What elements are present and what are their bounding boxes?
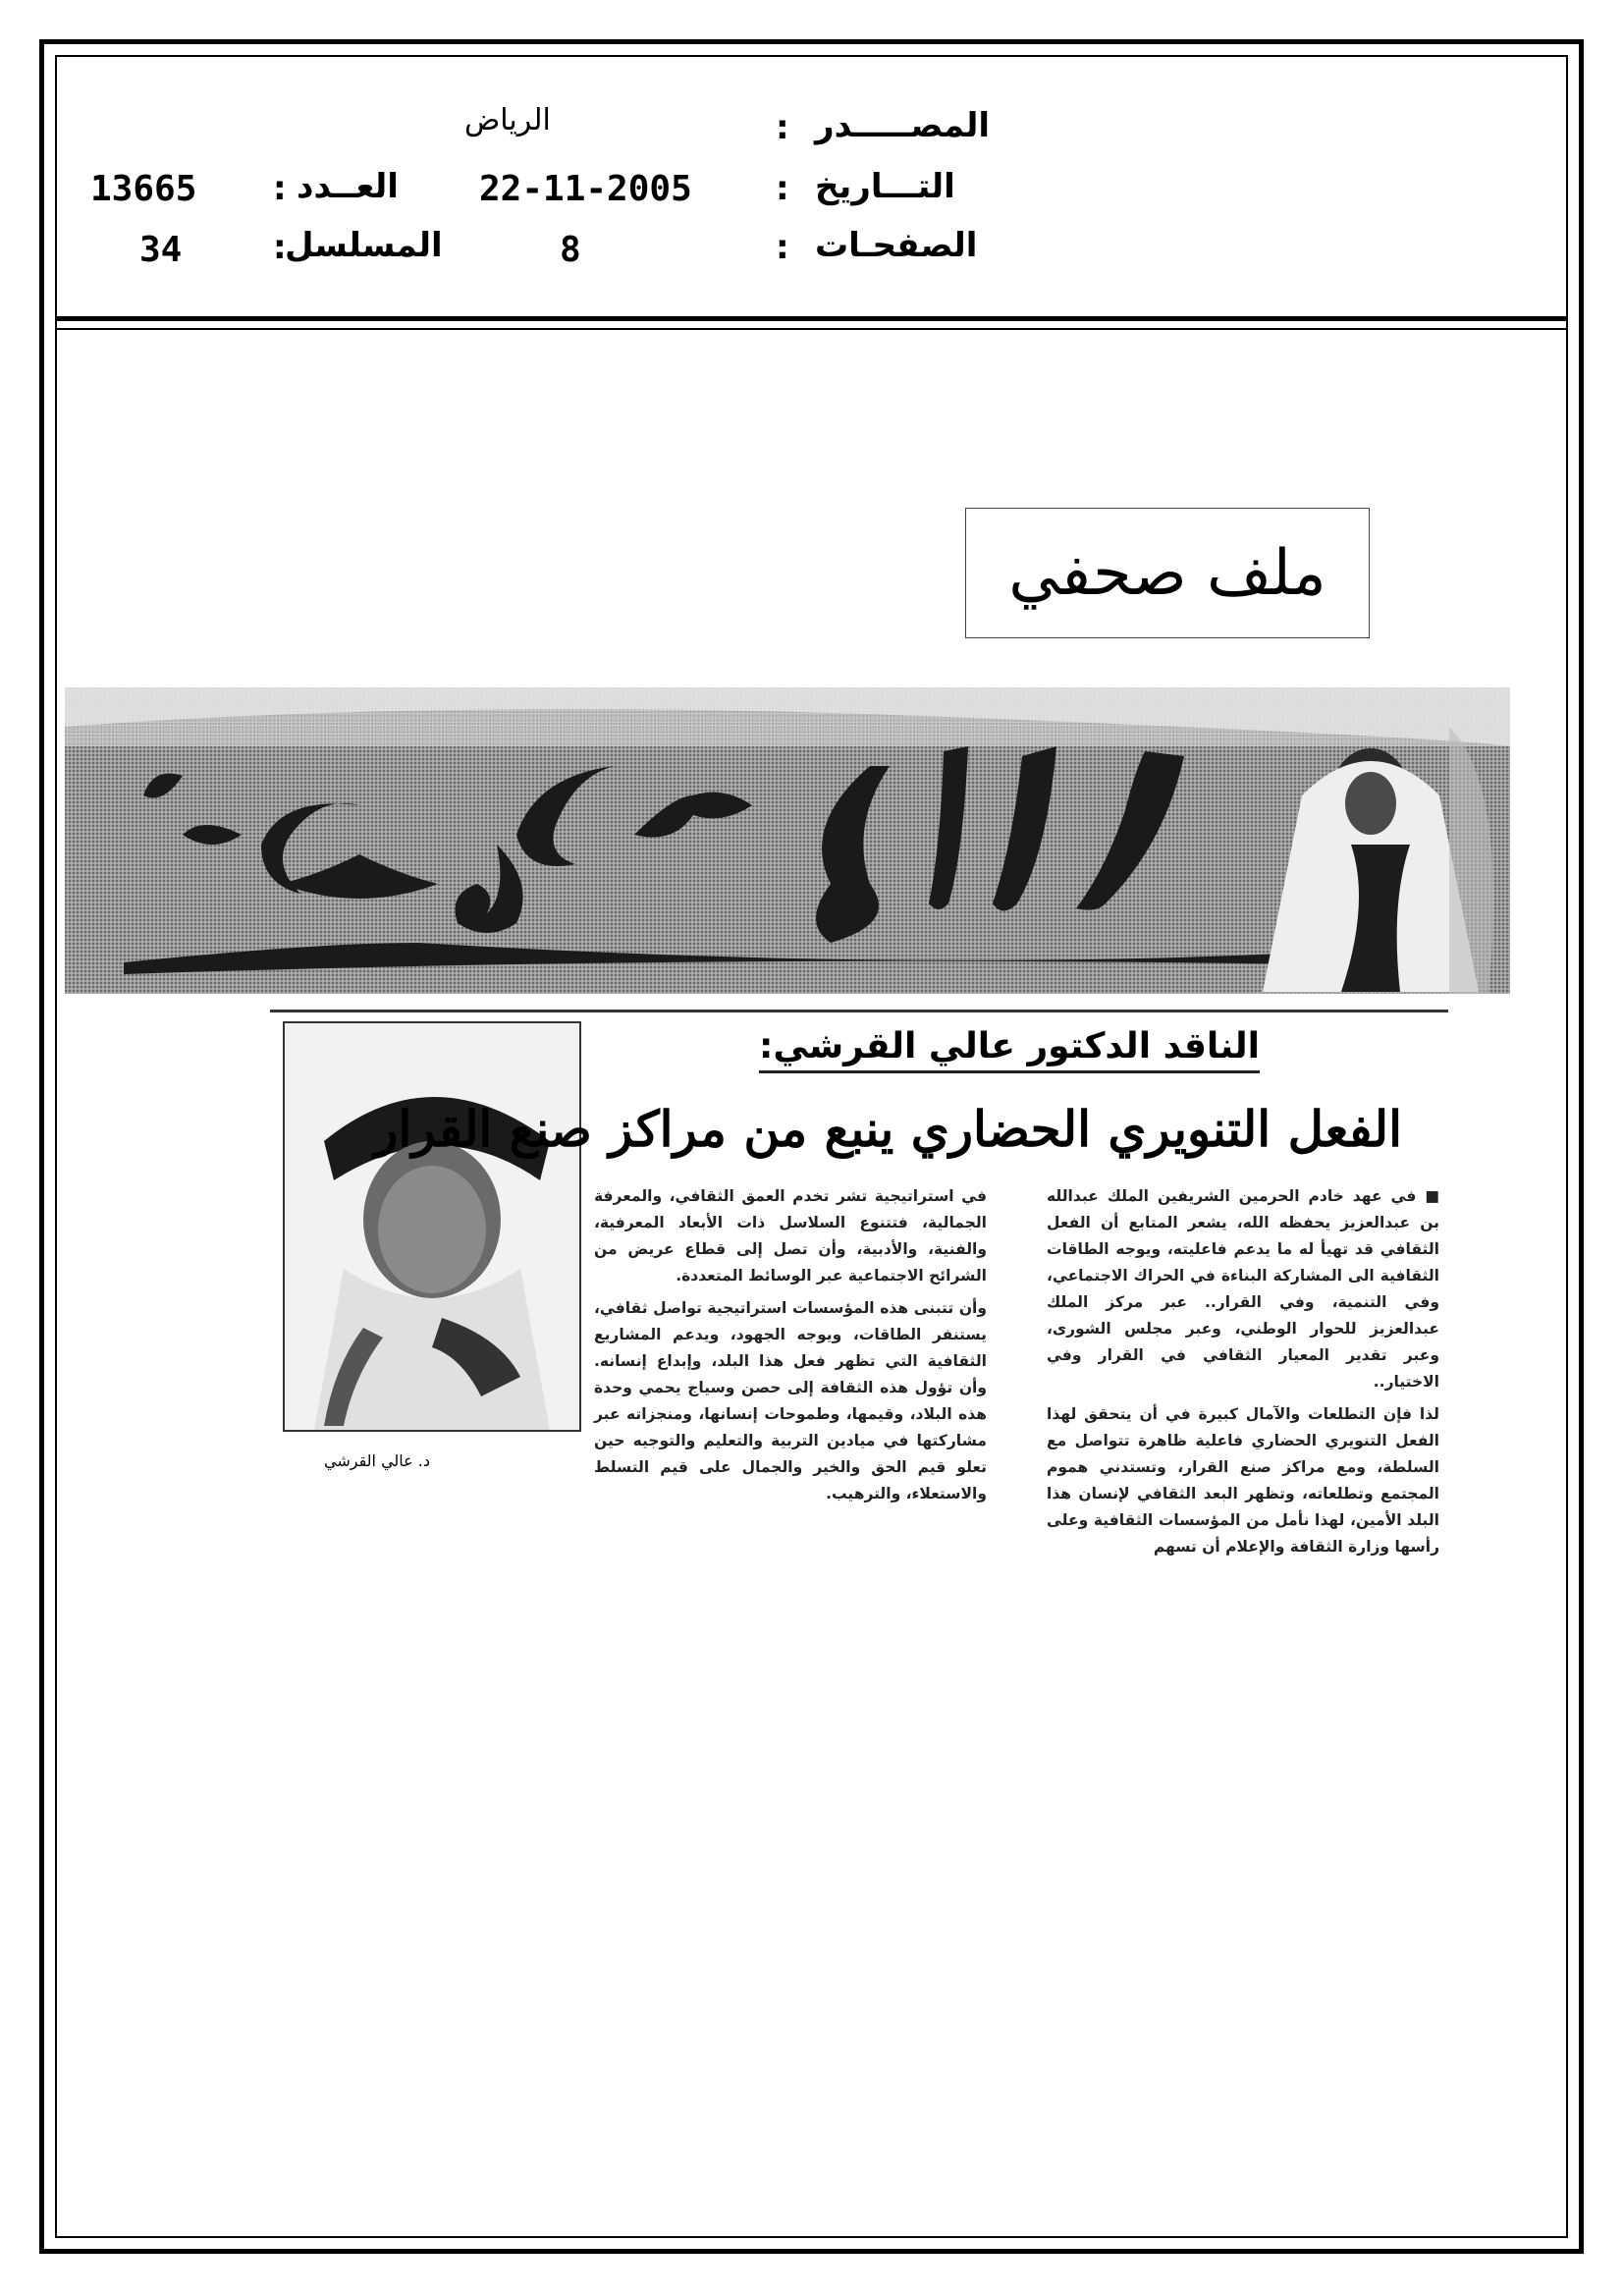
banner-graphic (65, 687, 1510, 994)
issue-colon: : (273, 169, 287, 208)
serial-colon: : (273, 228, 287, 267)
press-file-box (965, 508, 1370, 638)
source-label: المصـــــدر (815, 106, 991, 145)
article-kicker: الناقد الدكتور عالي القرشي: (759, 1026, 1260, 1073)
issue-label: العــدد (297, 167, 399, 206)
date-value: 22-11-2005 (479, 169, 692, 209)
press-file-label: ملف صحفي (1008, 536, 1326, 610)
pages-label: الصفحـات (815, 226, 978, 265)
article-column-right (1047, 1183, 1439, 1566)
article-paragraph: ■ في عهد خادم الحرمين الشريفين الملك عبدالله بن عبدالعزيز يحفظه الله، يشعر المتابع أن الفعل الثقافي قد تهيأ له ما يدعم فاعليته، ويوجه الطاقات الثقافية الى المشاركة البناءة في الحراك الاجتماعي، وفي التنمية، وفي القرار.. عبر مركز الملك عبدالعزيز للحوار الوطني، وعبر مجلس الشورى، وعبر تقدير المعيار الثقافي في القرار وفي الاختيار.. (1047, 1187, 1439, 1391)
pages-colon: : (776, 228, 789, 267)
header-divider (55, 316, 1568, 321)
issue-value: 13665 (90, 169, 197, 209)
article-column-left (594, 1183, 987, 1513)
photo-caption: د. عالي القرشي (324, 1451, 430, 1470)
date-label: التـــاريخ (815, 167, 955, 206)
article-paragraph: وأن تتبنى هذه المؤسسات استراتيجية تواصل ثقافي، يستنفر الطاقات، ويوجه الجهود، ويدعم المشاريع الثقافية التي تظهر فعل هذا البلد، وإبداع إنسانه. وأن تؤول هذه الثقافة إلى حصن وسياج يحمي وحدة هذه البلاد، وقيمها، وطموحات إنسانها، ومنجزاته عبر مشاركتها في ميادين التربية والتعليم والتوجيه حين تعلو قيم الحق والخير والجمال على قيم التسلط والاستعلاء، والترهيب. (594, 1299, 987, 1503)
header-divider-thin (55, 328, 1568, 330)
author-photo (283, 1021, 581, 1432)
date-colon: : (776, 169, 789, 208)
serial-value: 34 (139, 230, 183, 270)
author-portrait-icon (285, 1023, 579, 1430)
serial-label: المسلسل (285, 226, 443, 265)
article-rule (270, 1010, 1448, 1012)
pages-value: 8 (560, 230, 581, 270)
article-paragraph: في استراتيجية تشر تخدم العمق الثقافي، والمعرفة الجمالية، فتتنوع السلاسل ذات الأبعاد المعرفية، والفنية، والأدبية، وأن تصل إلى قطاع عريض من الشرائح الاجتماعية عبر الوسائط المتعددة. (594, 1187, 987, 1285)
source-value: الرياض (464, 103, 551, 137)
article-headline: الفعل التنويري الحضاري ينبع من مراكز صنع القرار (374, 1100, 1402, 1158)
source-colon: : (776, 108, 789, 147)
banner (65, 687, 1510, 994)
article-paragraph: لذا فإن التطلعات والآمال كبيرة في أن يتحقق لهذا الفعل التنويري الحضاري فاعلية ظاهرة تتواصل مع السلطة، ومع مراكز صنع القرار، وتستدني هموم المجتمع وتطلعاته، وتظهر البعد الثقافي لإنسان هذا البلد الأمين، لهذا نأمل من المؤسسات الثقافية وعلى رأسها وزارة الثقافة والإعلام أن تسهم (1047, 1405, 1439, 1556)
